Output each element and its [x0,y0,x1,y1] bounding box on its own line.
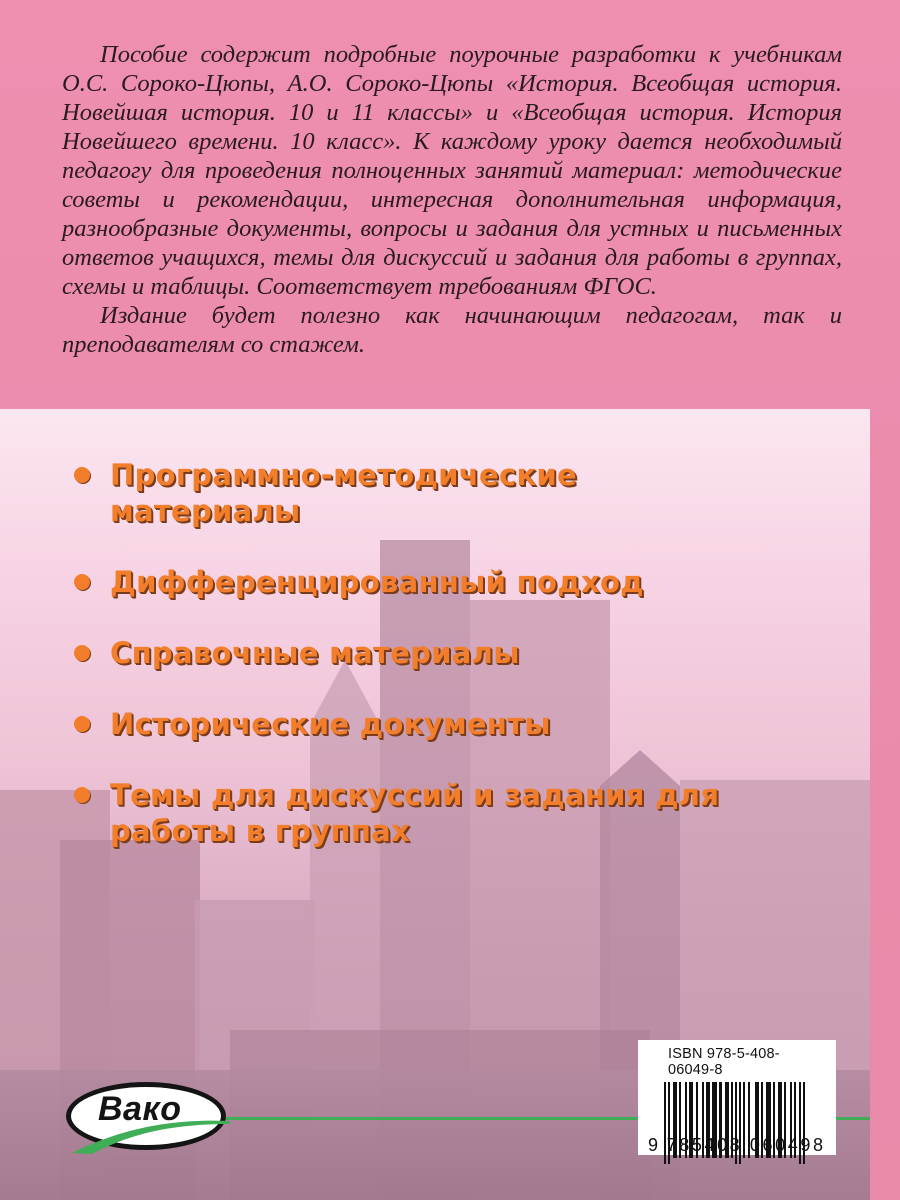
feature-item [72,564,772,600]
description-paragraph-2: Издание будет полезно как начинающим педагогам, так и преподавателям со стажем. [62,302,842,358]
feature-list [72,457,772,884]
description-paragraph-1: Пособие содержит подробные поурочные разработки к учебникам О.С. Сороко-Цюпы, А.О. Сороко-Цюпы «История. Всеобщая история. Новейшая история. 10 и 11 классы» и «Всеобщая история. История Новейшего времени. 10 класс». К каждому уроку дается необходимый педагогу для проведения полноценных занятий материал: методические советы и рекомендации, интересная дополнительная информация, разнообразные документы, вопросы и задания для устных и письменных ответов учащихся, темы для дискуссий и задания для работы в группах, схемы и таблицы. Соответствует требованиям ФГОС. [62,41,842,300]
feature-label: Темы для дискуссий и задания для работы в группах [110,778,720,848]
feature-label: Исторические документы [110,707,551,741]
feature-item [72,457,772,529]
bullet-icon [74,787,90,803]
bullet-icon [74,716,90,732]
logo-text: Вако [98,1090,182,1128]
isbn-label: ISBN 978-5-408-06049-8 [668,1046,780,1078]
logo-swoosh-icon [70,1120,230,1160]
bullet-icon [74,645,90,661]
feature-label: Дифференцированный подход [110,565,644,599]
barcode-digits [648,1135,826,1156]
feature-label: Справочные материалы [110,636,520,670]
bullet-icon [74,467,90,483]
feature-label: Программно-методические материалы [110,458,578,528]
barcode-number: 785408 060498 [666,1135,826,1155]
description-blurb [62,40,842,359]
bullet-icon [74,574,90,590]
publisher-logo [66,1082,232,1152]
feature-item [72,777,772,849]
feature-item [72,706,772,742]
barcode-lead-digit: 9 [648,1135,661,1155]
feature-item [72,635,772,671]
isbn-barcode-block [638,1040,836,1155]
